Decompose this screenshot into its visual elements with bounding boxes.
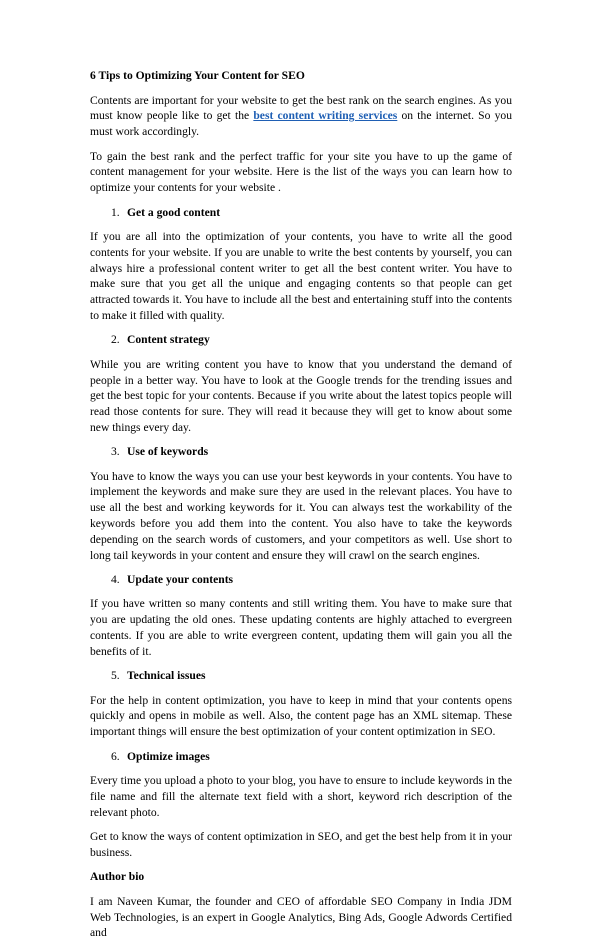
section-number: 5.	[111, 669, 120, 683]
section-body-1: If you are all into the optimization of your contents, you have to write all the good contents for your website. If you are unable to write the best contents by yourself, you can always hire a professional content writer to get all the best content writer. You have to make sure that you get all the unique and engaging contents so that people can get attracted towards it. You have to include all the best and entertaining stuff into the contents to make it filled with quality.	[90, 229, 512, 322]
section-body-2: While you are writing content you have to know that you understand the demand of people in a better way. You have to look at the Google trends for the trending issues and get the best topic for your contents. Because if you write about the latest topics people will read those contents for sure. They will read it because they will get to know about some new things every day.	[90, 357, 512, 434]
section-heading-6	[90, 749, 512, 765]
intro-paragraph-1	[90, 93, 512, 140]
section-heading-4	[90, 572, 512, 588]
section-body-6: Every time you upload a photo to your blog, you have to ensure to include keywords in the file name and fill the alternate text field with a short, keyword rich description of the relevant photo.	[90, 774, 512, 819]
section-number: 3.	[111, 445, 120, 459]
author-text: I am Naveen Kumar, the founder and CEO of affordable SEO Company in India JDM Web Technologies, is an expert in Google Analytics, Bing Ads, Google Adwords Certified and	[90, 894, 512, 940]
section-number: 1.	[111, 205, 120, 219]
section-number: 2.	[111, 333, 120, 347]
intro-text-2: on the internet. So you must work accordingly.	[90, 109, 513, 139]
section-number: 6.	[111, 749, 120, 763]
content-writing-link[interactable]: best content writing services	[253, 109, 398, 123]
section-title: Content strategy	[127, 333, 210, 347]
section-title: Technical issues	[127, 669, 206, 683]
section-heading-3	[90, 444, 512, 460]
document-body	[90, 68, 512, 950]
section-heading-2	[90, 332, 512, 348]
section-heading-1	[90, 205, 512, 221]
section-number: 4.	[111, 573, 120, 587]
section-title: Use of keywords	[127, 445, 209, 459]
author-heading: Author bio	[90, 870, 145, 884]
section-body-3: You have to know the ways you can use your best keywords in your contents. You have to implement the keywords and make sure they are used in the relevant places. You have to use all the best and working keywords for it. You can always test the workability of the keywords before you add them into the content. You also have to take the keywords depending on the search words of customers, and your competitors as well. Use short to long tail keywords in your content and ensure they will crawl on the search engines.	[90, 469, 512, 562]
closing-paragraph: Get to know the ways of content optimization in SEO, and get the best help from it in your business.	[90, 829, 512, 859]
section-title: Get a good content	[127, 205, 221, 219]
section-body-5: For the help in content optimization, you have to keep in mind that your contents opens quickly and opens in mobile as well. Also, the content page has an XML sitemap. These important things will ensure the best optimization of your content optimization in SEO.	[90, 693, 512, 739]
document-title: 6 Tips to Optimizing Your Content for SEO	[90, 69, 305, 82]
section-heading-5	[90, 668, 512, 684]
section-title: Update your contents	[127, 573, 234, 587]
intro-text-1: Contents are important for your website to get the best rank on the search engines. As you must know people like to get the	[90, 93, 512, 123]
section-body-4: If you have written so many contents and still writing them. You have to make sure that you are updating the old ones. These updating contents are highly attached to evergreen contents. If you are able to write evergreen content, updating them will gain you all the benefits of it.	[90, 597, 512, 658]
intro-paragraph-2: To gain the best rank and the perfect traffic for your site you have to up the game of content management for your website. Here is the list of the ways you can learn how to optimize your contents for your website .	[90, 149, 512, 195]
section-title: Optimize images	[127, 749, 210, 763]
